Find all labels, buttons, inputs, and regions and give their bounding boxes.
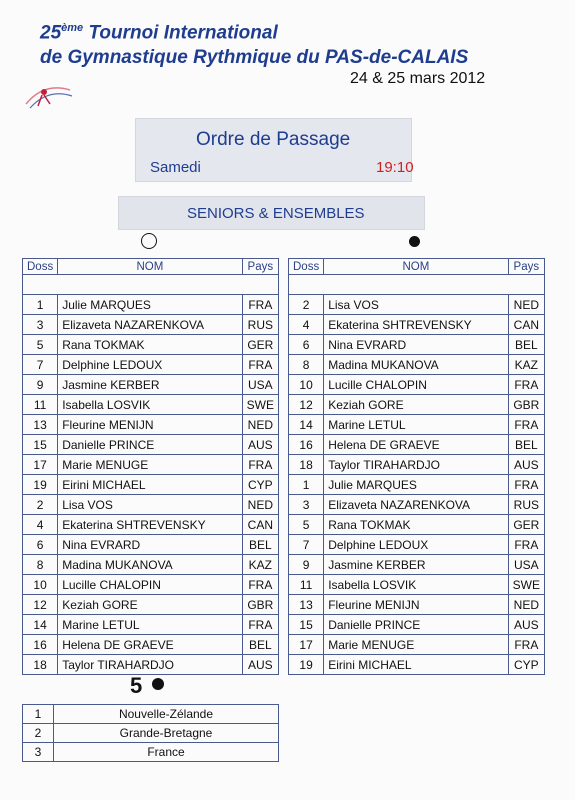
cell-pays: FRA — [508, 475, 544, 495]
cell-pays: FRA — [242, 455, 278, 475]
title-ordinal-number: 25 — [40, 22, 62, 44]
gymnast-logo — [20, 78, 76, 114]
table-row — [289, 455, 545, 475]
title-line2: de Gymnastique Rythmique du PAS-de-CALAIS — [40, 47, 469, 68]
cell-doss: 3 — [23, 743, 54, 762]
cell-nom: Nina EVRARD — [58, 535, 242, 555]
cell-nom: Taylor TIRAHARDJO — [58, 655, 242, 675]
header-pays: Pays — [242, 259, 278, 275]
cell-pays: RUS — [508, 495, 544, 515]
cell-doss: 2 — [289, 295, 324, 315]
table-row — [23, 475, 279, 495]
table-row — [289, 435, 545, 455]
table-row — [289, 555, 545, 575]
cell-doss: 6 — [23, 535, 58, 555]
cell-doss: 7 — [289, 535, 324, 555]
cell-pays: CYP — [242, 475, 278, 495]
order-of-passage-box — [135, 118, 412, 182]
cell-pays: BEL — [508, 435, 544, 455]
cell-nom: Fleurine MENIJN — [324, 595, 508, 615]
header-doss: Doss — [289, 259, 324, 275]
table-row — [289, 295, 545, 315]
table-row — [23, 455, 279, 475]
cell-nom: Delphine LEDOUX — [58, 355, 242, 375]
table-row — [289, 635, 545, 655]
cell-doss: 4 — [23, 515, 58, 535]
cell-doss: 3 — [23, 315, 58, 335]
table-row — [23, 555, 279, 575]
cell-doss: 14 — [23, 615, 58, 635]
cell-pays: AUS — [508, 455, 544, 475]
open-circle-marker — [141, 233, 157, 249]
event-dates: 24 & 25 mars 2012 — [350, 70, 486, 87]
cell-nom: Julie MARQUES — [324, 475, 508, 495]
cell-doss: 15 — [289, 615, 324, 635]
cell-pays: GBR — [508, 395, 544, 415]
cell-pays: FRA — [508, 375, 544, 395]
header-nom: NOM — [324, 259, 508, 275]
cell-pays: KAZ — [242, 555, 278, 575]
cell-nom: Marie MENUGE — [58, 455, 242, 475]
cell-nom: Eirini MICHAEL — [58, 475, 242, 495]
cell-pays: NED — [508, 295, 544, 315]
start-order-table-right — [288, 258, 545, 675]
cell-nom: Eirini MICHAEL — [324, 655, 508, 675]
table-row — [23, 335, 279, 355]
table-row — [289, 535, 545, 555]
cell-doss: 4 — [289, 315, 324, 335]
cell-nom: Lisa VOS — [324, 295, 508, 315]
cell-pays: NED — [242, 495, 278, 515]
table-row — [23, 415, 279, 435]
cell-doss: 6 — [289, 335, 324, 355]
table-row — [23, 743, 279, 762]
table-row — [23, 575, 279, 595]
cell-doss: 7 — [23, 355, 58, 375]
cell-nom: Julie MARQUES — [58, 295, 242, 315]
table-row — [23, 315, 279, 335]
cell-pays: KAZ — [508, 355, 544, 375]
cell-pays: GER — [242, 335, 278, 355]
cell-nom: Jasmine KERBER — [58, 375, 242, 395]
cell-nom: Lisa VOS — [58, 495, 242, 515]
session-day: Samedi — [150, 159, 201, 176]
cell-doss: 12 — [23, 595, 58, 615]
cell-nom: Marie MENUGE — [324, 635, 508, 655]
section-box — [118, 196, 425, 230]
table-header-row — [23, 259, 279, 275]
cell-doss: 18 — [289, 455, 324, 475]
table-row — [23, 535, 279, 555]
table-row — [289, 595, 545, 615]
cell-nom: Fleurine MENIJN — [58, 415, 242, 435]
cell-pays: FRA — [242, 615, 278, 635]
cell-nom: Helena DE GRAEVE — [58, 635, 242, 655]
cell-doss: 9 — [289, 555, 324, 575]
cell-pays: BEL — [508, 335, 544, 355]
cell-pays: AUS — [242, 655, 278, 675]
table-row — [289, 415, 545, 435]
cell-nom: Ekaterina SHTREVENSKY — [324, 315, 508, 335]
cell-doss: 2 — [23, 495, 58, 515]
cell-doss: 10 — [23, 575, 58, 595]
cell-nom: Lucille CHALOPIN — [324, 375, 508, 395]
cell-nom: Madina MUKANOVA — [324, 355, 508, 375]
cell-pays: BEL — [242, 535, 278, 555]
cell-pays: FRA — [242, 355, 278, 375]
cell-nom: Marine LETUL — [324, 415, 508, 435]
table-row — [289, 395, 545, 415]
table-row — [289, 375, 545, 395]
cell-doss: 11 — [23, 395, 58, 415]
cell-pays: FRA — [242, 295, 278, 315]
cell-nom: Rana TOKMAK — [324, 515, 508, 535]
cell-doss: 13 — [289, 595, 324, 615]
section-label: SENIORS & ENSEMBLES — [187, 205, 365, 222]
cell-doss: 19 — [23, 475, 58, 495]
cell-doss: 5 — [289, 515, 324, 535]
table-row — [289, 475, 545, 495]
table-row — [23, 724, 279, 743]
table-row — [289, 575, 545, 595]
cell-pays: AUS — [508, 615, 544, 635]
cell-nom: Keziah GORE — [324, 395, 508, 415]
cell-pays: NED — [242, 415, 278, 435]
cell-pays: NED — [508, 595, 544, 615]
header-nom: NOM — [58, 259, 242, 275]
cell-pays: FRA — [242, 575, 278, 595]
cell-pays: CYP — [508, 655, 544, 675]
table-row — [289, 335, 545, 355]
cell-doss: 8 — [289, 355, 324, 375]
cell-pays: CAN — [508, 315, 544, 335]
header-gap — [23, 275, 279, 295]
table-row — [23, 295, 279, 315]
cell-nom: Ekaterina SHTREVENSKY — [58, 515, 242, 535]
cell-team: France — [54, 743, 279, 762]
table-row — [23, 705, 279, 724]
start-order-table-left — [22, 258, 279, 675]
table-row — [289, 655, 545, 675]
filled-circle-marker — [409, 236, 420, 247]
table-row — [23, 395, 279, 415]
header-pays: Pays — [508, 259, 544, 275]
cell-doss: 19 — [289, 655, 324, 675]
cell-nom: Lucille CHALOPIN — [58, 575, 242, 595]
cell-pays: GBR — [242, 595, 278, 615]
table-row — [289, 515, 545, 535]
cell-nom: Nina EVRARD — [324, 335, 508, 355]
session-time: 19:10 — [376, 159, 414, 176]
cell-nom: Helena DE GRAEVE — [324, 435, 508, 455]
cell-nom: Danielle PRINCE — [324, 615, 508, 635]
title-line1-rest: Tournoi International — [83, 22, 278, 44]
table-row — [23, 375, 279, 395]
table-row — [23, 595, 279, 615]
table-row — [23, 615, 279, 635]
table-row — [23, 515, 279, 535]
table-row — [289, 495, 545, 515]
cell-doss: 17 — [23, 455, 58, 475]
cell-doss: 2 — [23, 724, 54, 743]
cell-nom: Isabella LOSVIK — [324, 575, 508, 595]
ensembles-table — [22, 704, 279, 762]
cell-pays: SWE — [508, 575, 544, 595]
cell-nom: Keziah GORE — [58, 595, 242, 615]
order-title: Ordre de Passage — [196, 129, 351, 150]
ensembles-marker-number: 5 — [130, 673, 143, 698]
cell-pays: FRA — [508, 635, 544, 655]
ensembles-filled-dot — [152, 678, 164, 690]
cell-doss: 3 — [289, 495, 324, 515]
table-row — [23, 435, 279, 455]
cell-doss: 16 — [23, 635, 58, 655]
cell-doss: 12 — [289, 395, 324, 415]
cell-nom: Delphine LEDOUX — [324, 535, 508, 555]
cell-doss: 1 — [23, 295, 58, 315]
cell-doss: 14 — [289, 415, 324, 435]
cell-doss: 17 — [289, 635, 324, 655]
cell-pays: AUS — [242, 435, 278, 455]
cell-pays: FRA — [508, 415, 544, 435]
cell-nom: Rana TOKMAK — [58, 335, 242, 355]
cell-nom: Isabella LOSVIK — [58, 395, 242, 415]
table-row — [23, 655, 279, 675]
cell-nom: Taylor TIRAHARDJO — [324, 455, 508, 475]
cell-pays: GER — [508, 515, 544, 535]
table-row — [23, 495, 279, 515]
title-line1 — [40, 22, 278, 44]
cell-pays: USA — [508, 555, 544, 575]
cell-nom: Madina MUKANOVA — [58, 555, 242, 575]
header-doss: Doss — [23, 259, 58, 275]
cell-pays: SWE — [242, 395, 278, 415]
table-row — [289, 355, 545, 375]
cell-pays: CAN — [242, 515, 278, 535]
cell-team: Grande-Bretagne — [54, 724, 279, 743]
header-gap — [289, 275, 545, 295]
table-header-row — [289, 259, 545, 275]
cell-doss: 5 — [23, 335, 58, 355]
cell-doss: 1 — [23, 705, 54, 724]
cell-nom: Jasmine KERBER — [324, 555, 508, 575]
cell-nom: Marine LETUL — [58, 615, 242, 635]
cell-doss: 18 — [23, 655, 58, 675]
cell-doss: 1 — [289, 475, 324, 495]
cell-doss: 9 — [23, 375, 58, 395]
table-row — [289, 615, 545, 635]
cell-doss: 8 — [23, 555, 58, 575]
title-ordinal-suffix: ème — [61, 22, 84, 34]
cell-pays: BEL — [242, 635, 278, 655]
cell-doss: 10 — [289, 375, 324, 395]
cell-doss: 15 — [23, 435, 58, 455]
cell-nom: Elizaveta NAZARENKOVA — [324, 495, 508, 515]
cell-nom: Danielle PRINCE — [58, 435, 242, 455]
table-row — [23, 635, 279, 655]
table-row — [23, 355, 279, 375]
table-row — [289, 315, 545, 335]
cell-team: Nouvelle-Zélande — [54, 705, 279, 724]
cell-nom: Elizaveta NAZARENKOVA — [58, 315, 242, 335]
cell-doss: 13 — [23, 415, 58, 435]
cell-pays: RUS — [242, 315, 278, 335]
cell-doss: 11 — [289, 575, 324, 595]
cell-doss: 16 — [289, 435, 324, 455]
cell-pays: FRA — [508, 535, 544, 555]
cell-pays: USA — [242, 375, 278, 395]
